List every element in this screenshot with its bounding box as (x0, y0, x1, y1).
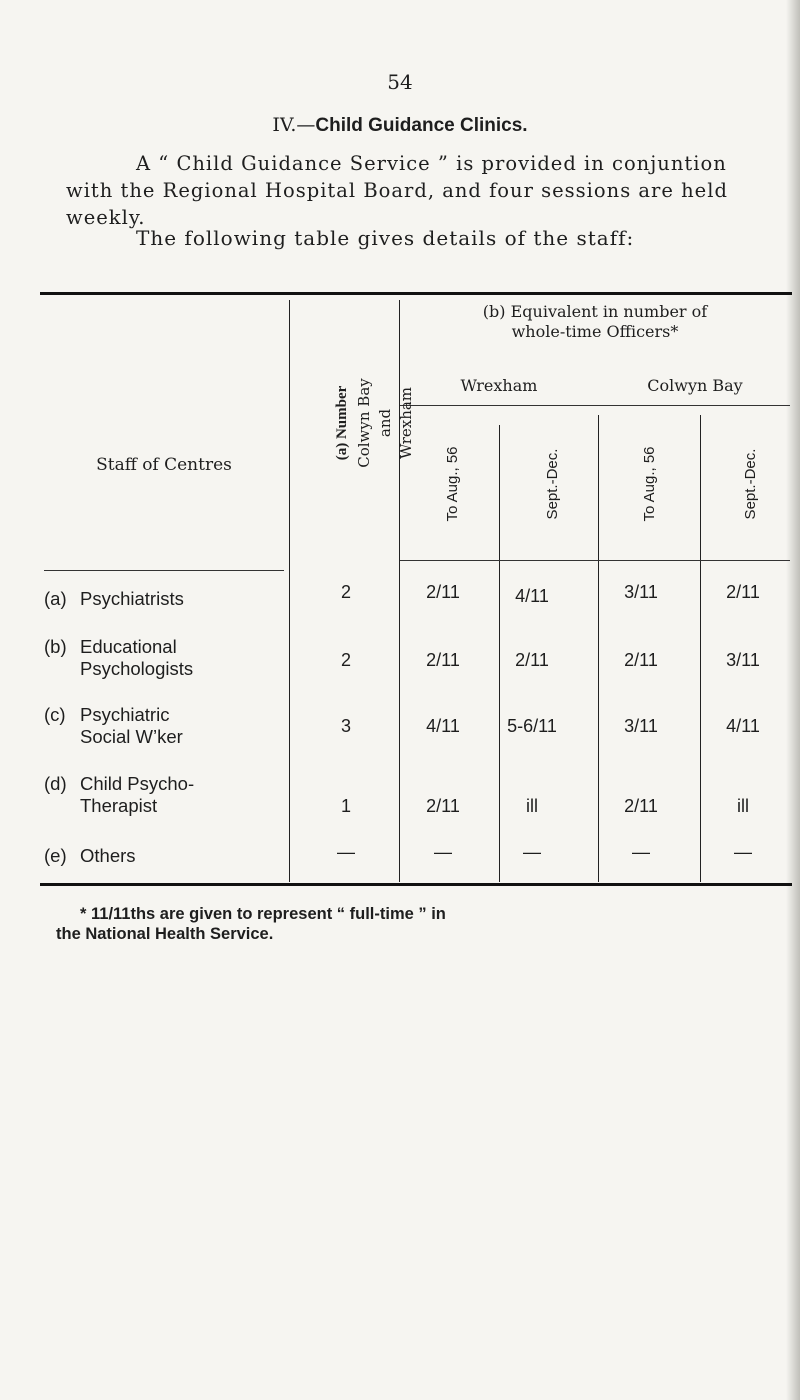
table-bottom-rule (40, 883, 792, 886)
cell-number: 3 (340, 716, 351, 736)
header-number-line-4: Wrexham (397, 386, 415, 460)
page-number: 54 (387, 70, 413, 94)
header-number-line-1: (a) Number (334, 385, 350, 461)
cell-number: — (337, 842, 355, 862)
section-title: Child Guidance Clinics. (315, 115, 528, 136)
cell-wrexham-to-aug: 2/11 (426, 650, 460, 670)
table-vline (700, 415, 701, 882)
cell-wrexham-to-aug: 4/11 (426, 716, 460, 736)
row-label-psychiatric-social-worker: (c) Psychiatric Social W’ker (44, 704, 183, 747)
cell-colwyn-sept-dec: 4/11 (726, 716, 760, 736)
header-colwyn-to-aug: To Aug., 56 (641, 446, 658, 522)
cell-colwyn-to-aug: 3/11 (624, 716, 658, 736)
cell-wrexham-sept-dec: ill (526, 796, 538, 816)
footnote (56, 904, 446, 944)
table-hline (400, 560, 790, 561)
cell-wrexham-sept-dec: 5-6/11 (507, 716, 557, 736)
header-equivalent-line-1: (b) Equivalent in number of (482, 302, 708, 321)
table-vline (289, 300, 290, 882)
cell-wrexham-sept-dec: — (523, 842, 541, 862)
cell-colwyn-to-aug: — (632, 842, 650, 862)
footnote-line-1: * 11/11ths are given to represent “ full-time ” in (80, 905, 446, 923)
cell-colwyn-sept-dec: 2/11 (726, 582, 760, 602)
cell-colwyn-to-aug: 3/11 (624, 582, 658, 602)
section-heading (60, 114, 740, 137)
header-wrexham-sept-dec: Sept.-Dec. (544, 448, 561, 520)
cell-colwyn-to-aug: 2/11 (624, 650, 658, 670)
table-intro-paragraph: The following table gives details of the staff: (136, 226, 635, 250)
cell-number: 2 (340, 650, 351, 670)
header-equivalent-line-2: whole-time Officers* (511, 322, 679, 341)
cell-colwyn-sept-dec: ill (737, 796, 749, 816)
cell-colwyn-sept-dec: 3/11 (726, 650, 760, 670)
cell-wrexham-to-aug: — (434, 842, 452, 862)
cell-colwyn-sept-dec: — (734, 842, 752, 862)
table-top-rule (40, 292, 792, 295)
cell-colwyn-to-aug: 2/11 (624, 796, 658, 816)
cell-number: 1 (340, 796, 351, 816)
row-label-educational-psychologists: (b) Educational Psychologists (44, 636, 194, 679)
intro-paragraph (66, 150, 774, 231)
page-edge-shadow (786, 0, 800, 1400)
header-group-wrexham: Wrexham (460, 376, 538, 395)
header-staff-of-centres: Staff of Centres (96, 455, 232, 475)
intro-line-1: A “ Child Guidance Service ” is provided in conjuntion (136, 152, 727, 175)
cell-wrexham-sept-dec: 2/11 (515, 650, 549, 670)
row-label-child-psychotherapist: (d) Child Psycho- Therapist (44, 773, 195, 816)
row-label-others: (e) Others (44, 845, 136, 866)
row-label-psychiatrists: (a) Psychiatrists (44, 588, 184, 609)
table-vline (598, 415, 599, 882)
cell-wrexham-to-aug: 2/11 (426, 582, 460, 602)
cell-wrexham-to-aug: 2/11 (426, 796, 460, 816)
header-number-line-2: Colwyn Bay (355, 378, 373, 468)
intro-line-2: with the Regional Hospital Board, and four sessions are held (66, 179, 728, 202)
cell-wrexham-sept-dec: 4/11 (515, 586, 549, 606)
header-group-colwyn-bay: Colwyn Bay (647, 376, 743, 395)
header-colwyn-sept-dec: Sept.-Dec. (742, 448, 759, 520)
header-equivalent (400, 302, 790, 342)
cell-number: 2 (340, 582, 351, 602)
footnote-line-2: the National Health Service. (56, 925, 274, 943)
header-wrexham-to-aug: To Aug., 56 (444, 446, 461, 522)
section-number: IV.— (272, 114, 316, 136)
table-hline (44, 570, 284, 571)
table-hline (400, 405, 790, 406)
header-number-line-3: and (376, 408, 394, 438)
intro-line-3: weekly. (66, 206, 146, 229)
